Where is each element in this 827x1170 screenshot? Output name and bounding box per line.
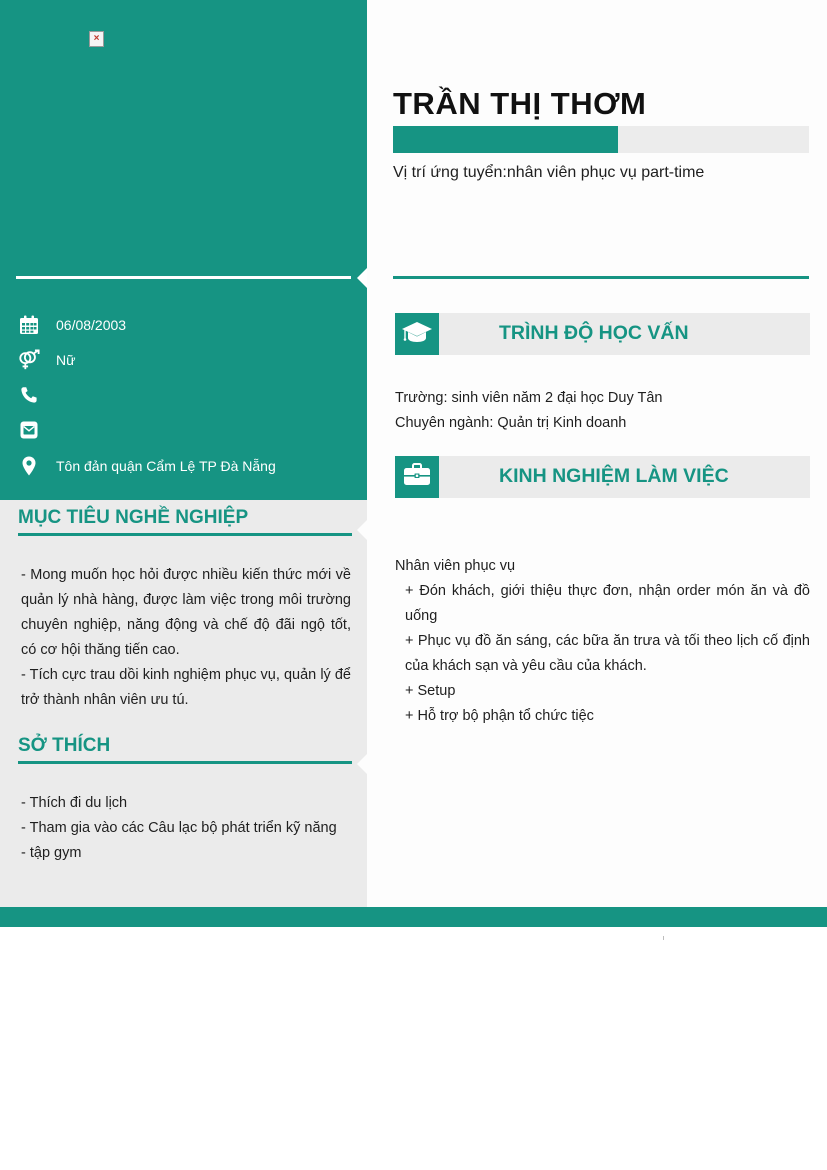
list-item: - Thích đi du lịch	[21, 795, 128, 811]
education-details	[395, 386, 662, 436]
education-title: TRÌNH ĐỘ HỌC VẤN	[499, 322, 689, 344]
experience-item: + Phục vụ đồ ăn sáng, các bữa ăn trưa và tối theo lịch cố định của khách sạn và yêu cầu của khách.	[405, 633, 810, 674]
gender-icon	[18, 349, 40, 371]
hobbies-rule	[18, 761, 352, 764]
page-mark	[663, 936, 664, 940]
main-divider	[393, 276, 809, 279]
sidebar-divider	[16, 276, 351, 279]
broken-image-icon: ×	[89, 31, 104, 47]
divider-notch	[357, 520, 367, 540]
contact-phone-row	[18, 384, 40, 406]
contact-address-row	[18, 455, 276, 477]
career-objective-paragraph: - Mong muốn học hỏi được nhiều kiến thức mới về quản lý nhà hàng, được làm việc trong môi trường chuyên nghiệp, năng động và chế độ đãi ngộ tốt, có cơ hội thăng tiến cao.	[21, 567, 351, 658]
profile-bar	[393, 126, 809, 153]
divider-notch	[357, 754, 367, 774]
envelope-icon	[18, 419, 40, 441]
experience-item: + Hỗ trợ bộ phận tổ chức tiệc	[405, 708, 594, 724]
experience-item: + Setup	[405, 683, 456, 699]
career-objective-rule	[18, 533, 352, 536]
education-icon-box	[395, 313, 439, 355]
education-header	[395, 313, 810, 355]
graduation-cap-icon	[401, 320, 433, 349]
candidate-name: TRẦN THỊ THƠM	[393, 86, 647, 121]
list-item: - Tham gia vào các Câu lạc bộ phát triển kỹ năng	[21, 820, 337, 836]
career-objective-paragraph: - Tích cực trau dồi kinh nghiệm phục vụ, quản lý để trở thành nhân viên ưu tú.	[21, 667, 351, 708]
phone-icon	[18, 384, 40, 406]
profile-bar-fill	[393, 126, 618, 153]
position-applied: Vị trí ứng tuyển:nhân viên phục vụ part-time	[393, 164, 705, 181]
career-objective-text	[21, 563, 351, 713]
briefcase-icon	[403, 463, 431, 492]
experience-item: + Đón khách, giới thiệu thực đơn, nhận order món ăn và đồ uống	[405, 583, 810, 624]
contact-email-row	[18, 419, 40, 441]
contact-gender-row	[18, 349, 76, 371]
hobbies-title: SỞ THÍCH	[18, 735, 111, 756]
gender-value: Nữ	[56, 352, 76, 368]
address-value: Tôn đản quận Cẩm Lệ TP Đà Nẵng	[56, 458, 276, 474]
contact-birthdate-row	[18, 314, 127, 336]
education-line: Trường: sinh viên năm 2 đại học Duy Tân	[395, 390, 663, 406]
experience-role: Nhân viên phục vụ	[395, 558, 516, 574]
footer-bar	[0, 907, 827, 927]
page-bottom-area	[0, 927, 827, 1170]
education-line: Chuyên ngành: Quản trị Kinh doanh	[395, 415, 627, 431]
experience-header	[395, 456, 810, 498]
sidebar-header-panel	[0, 0, 367, 500]
experience-title: KINH NGHIỆM LÀM VIỆC	[499, 465, 729, 487]
hobbies-list	[21, 791, 351, 866]
calendar-icon	[18, 314, 40, 336]
divider-notch	[357, 268, 367, 288]
experience-details	[405, 579, 810, 729]
birthdate-value: 06/08/2003	[56, 317, 127, 333]
map-marker-icon	[18, 455, 40, 477]
list-item: - tập gym	[21, 845, 82, 861]
career-objective-title: MỤC TIÊU NGHỀ NGHIỆP	[18, 507, 249, 528]
experience-icon-box	[395, 456, 439, 498]
